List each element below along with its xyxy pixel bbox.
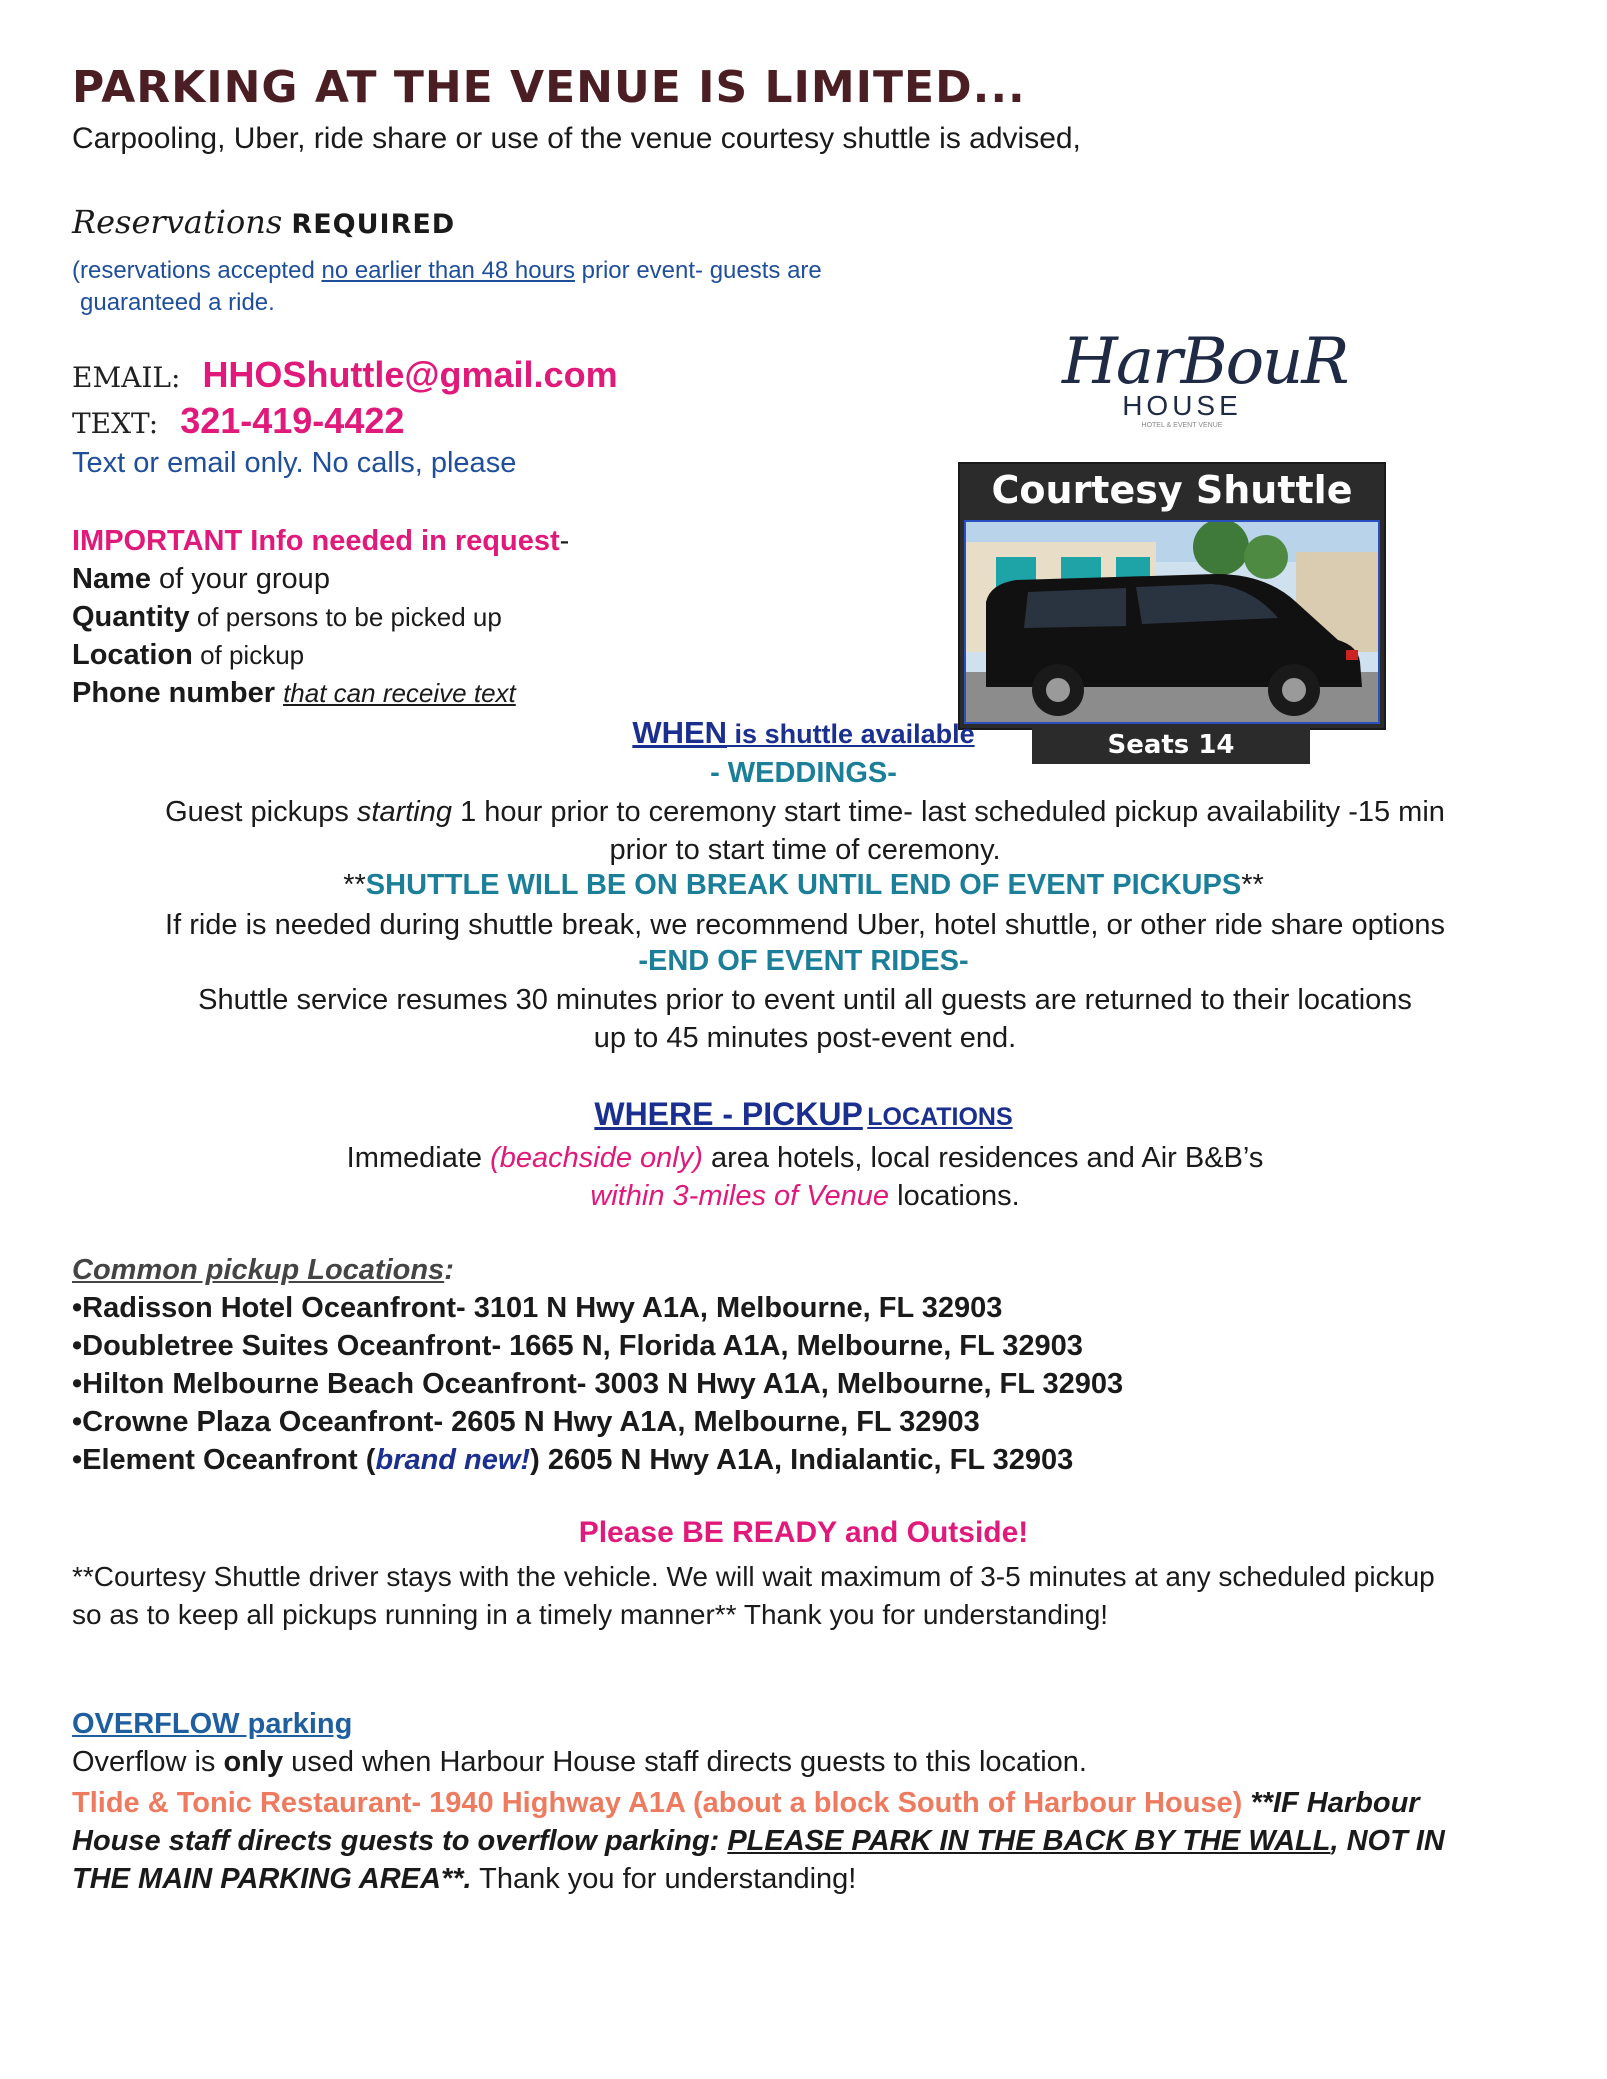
courtesy-shuttle-card	[958, 462, 1386, 730]
note-suffix: prior event- guests are	[574, 257, 822, 284]
logo-house: HOUSE	[1122, 390, 1242, 421]
overflow-instruction-underlined: PLEASE PARK IN THE BACK BY THE WALL	[727, 1825, 1331, 1857]
overflow-rest: used when Harbour House staff directs guests to this location.	[283, 1746, 1087, 1778]
email-row	[72, 354, 618, 396]
end-line1: Shuttle service resumes 30 minutes prior to event until all guests are returned to their locations	[198, 984, 1412, 1016]
driver-line1: **Courtesy Shuttle driver stays with the vehicle. We will wait maximum of 3-5 minutes at any scheduled pickup	[72, 1561, 1435, 1592]
overflow-text	[72, 1746, 1087, 1779]
where-heading	[0, 1096, 1607, 1133]
info-line-name	[72, 563, 330, 596]
note-line2: guaranteed a ride.	[80, 289, 275, 316]
info-bold: Location	[72, 639, 193, 671]
pickup-line2: prior to start time of ceremony.	[609, 834, 1001, 866]
weddings-pickup-text	[100, 793, 1510, 869]
logo-tagline: HOTEL & EVENT VENUE	[1141, 422, 1223, 429]
overflow-prefix: Overflow is	[72, 1746, 224, 1778]
where-small: LOCATIONS	[867, 1103, 1013, 1131]
end-of-event-text	[100, 981, 1510, 1057]
overflow-heading: OVERFLOW parking	[72, 1708, 353, 1740]
important-heading-dash: -	[559, 525, 570, 557]
pickup-italic: starting	[356, 796, 453, 828]
info-rest: of persons to be picked up	[189, 602, 502, 632]
location-item: •Radisson Hotel Oceanfront- 3101 N Hwy A1A, Melbourne, FL 32903	[72, 1292, 1003, 1324]
location-item: •Crowne Plaza Oceanfront- 2605 N Hwy A1A, Melbourne, FL 32903	[72, 1406, 980, 1438]
location-item: •Hilton Melbourne Beach Oceanfront- 3003 N Hwy A1A, Melbourne, FL 32903	[72, 1368, 1124, 1400]
break-text: SHUTTLE WILL BE ON BREAK UNTIL END OF EVENT PICKUPS	[365, 869, 1242, 901]
text-value[interactable]: 321-419-4422	[180, 400, 405, 441]
location-item-element	[72, 1444, 1073, 1477]
seats-badge: Seats 14 passengers	[1032, 726, 1310, 764]
be-ready-heading: Please BE READY and Outside!	[578, 1516, 1029, 1549]
weddings-label: - WEDDINGS-	[710, 757, 897, 789]
common-heading-text: Common pickup Locations	[72, 1254, 445, 1286]
reservations-label: Reservations	[72, 203, 283, 241]
shuttle-break-notice	[0, 869, 1607, 902]
info-line-quantity	[72, 601, 502, 634]
where-main: WHERE - PICKUP	[594, 1096, 863, 1132]
harbour-house-logo	[1062, 325, 1348, 429]
overflow-restaurant: Tlide & Tonic Restaurant- 1940 Highway A1A (about a block South of Harbour House)	[72, 1787, 1243, 1819]
driver-notice	[72, 1558, 1532, 1634]
info-bold: Name	[72, 563, 151, 595]
where-text	[100, 1139, 1510, 1215]
logo-script: HarBouR	[1062, 325, 1348, 399]
email-value[interactable]: HHOShuttle@gmail.com	[202, 354, 618, 395]
when-bold: WHEN	[632, 715, 728, 750]
info-rest: of your group	[151, 563, 330, 595]
overflow-instruction-lead: **IF Harbour House staff directs guests to overflow parking:	[72, 1787, 1420, 1857]
overflow-thanks: Thank you for understanding!	[471, 1863, 857, 1895]
info-line-location	[72, 639, 304, 672]
info-rest: of pickup	[192, 640, 305, 670]
text-row	[72, 400, 404, 442]
text-label: TEXT:	[72, 407, 159, 440]
page-subtitle: Carpooling, Uber, ride share or use of the venue courtesy shuttle is advised,	[72, 122, 1081, 155]
page-title: PARKING AT THE VENUE IS LIMITED...	[72, 62, 1026, 113]
element-brand: brand new!	[375, 1444, 531, 1476]
driver-line2: so as to keep all pickups running in a timely manner** Thank you for understanding!	[72, 1599, 1109, 1630]
end-line2: up to 45 minutes post-event end.	[593, 1022, 1017, 1054]
note-underlined: no earlier than 48 hours	[321, 257, 575, 284]
where-line1-rest: area hotels, local residences and Air B&B’s	[702, 1142, 1264, 1174]
location-item: •Doubletree Suites Oceanfront- 1665 N, Florida A1A, Melbourne, FL 32903	[72, 1330, 1083, 1362]
where-line1-italic: (beachside only)	[490, 1142, 703, 1174]
common-locations-heading	[72, 1254, 454, 1287]
element-rest: ) 2605 N Hwy A1A, Indialantic, FL 32903	[530, 1444, 1074, 1476]
break-advice: If ride is needed during shuttle break, we recommend Uber, hotel shuttle, or other ride share options	[165, 909, 1445, 941]
shuttle-van-photo	[964, 520, 1380, 724]
when-heading	[0, 715, 1607, 751]
reservations-required: REQUIRED	[291, 209, 456, 240]
common-heading-colon: :	[444, 1254, 454, 1286]
overflow-instruction-rest: , NOT IN THE MAIN PARKING AREA**.	[72, 1825, 1445, 1895]
overflow-instructions	[72, 1784, 1502, 1898]
break-stars-close: **	[1241, 869, 1264, 901]
info-line-phone	[72, 677, 516, 710]
note-prefix: (reservations accepted	[72, 257, 322, 284]
important-heading	[72, 525, 569, 558]
element-prefix: •Element Oceanfront (	[72, 1444, 376, 1476]
reservations-heading	[72, 203, 455, 241]
info-bold: Phone number	[72, 677, 276, 709]
overflow-bold: only	[223, 1746, 284, 1778]
important-heading-text: IMPORTANT Info needed in request	[72, 525, 560, 557]
contact-note: Text or email only. No calls, please	[72, 447, 517, 479]
shuttle-heading: Courtesy Shuttle	[991, 468, 1353, 512]
break-stars-open: **	[343, 869, 366, 901]
where-line2-rest: locations.	[889, 1180, 1020, 1212]
pickup-rest: 1 hour prior to ceremony start time- last scheduled pickup availability -15 min	[452, 796, 1445, 828]
where-line2-italic: within 3-miles of Venue	[590, 1180, 890, 1212]
info-rest: that can receive text	[283, 678, 516, 708]
pickup-prefix: Guest pickups	[165, 796, 357, 828]
end-of-event-label: -END OF EVENT RIDES-	[638, 945, 969, 977]
reservations-note	[72, 255, 822, 319]
when-rest: is shuttle available	[727, 719, 975, 749]
where-line1-prefix: Immediate	[346, 1142, 491, 1174]
email-label: EMAIL:	[72, 361, 181, 394]
info-bold: Quantity	[72, 601, 190, 633]
van-illustration	[966, 522, 1378, 722]
